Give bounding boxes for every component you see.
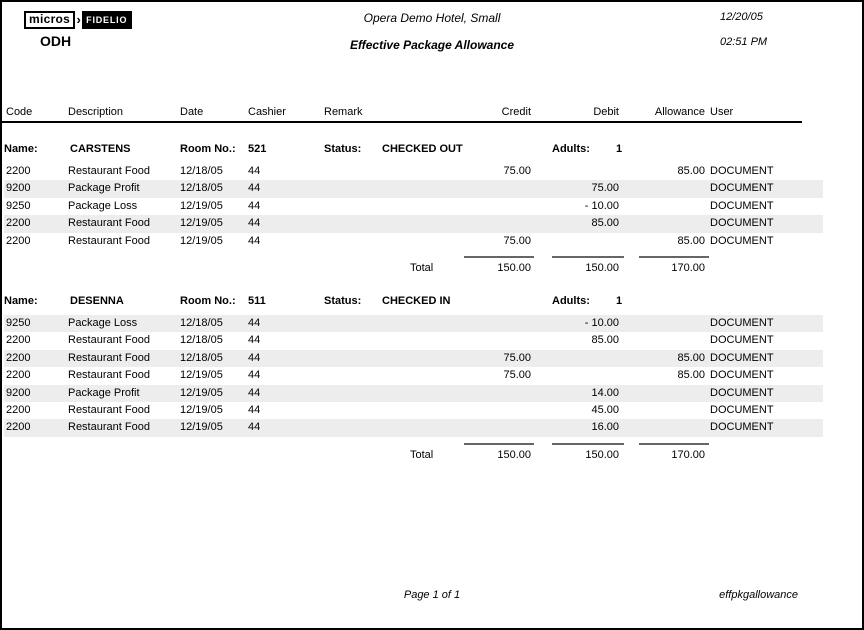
report-title: Effective Package Allowance: [349, 38, 515, 52]
charge-cashier: 44: [248, 182, 261, 195]
charge-credit: [442, 402, 531, 419]
charge-remark: [324, 350, 442, 367]
charge-remark: [324, 163, 442, 180]
charge-debit: - 10.00: [584, 316, 619, 329]
charge-debit: 75.00: [591, 182, 619, 195]
charge-debit: - 10.00: [584, 199, 619, 212]
charge-cashier: 44: [248, 217, 261, 230]
charge-row: [4, 198, 823, 215]
charge-code: 2200: [6, 421, 31, 434]
total-debit: 150.00: [585, 448, 619, 461]
charge-row: [4, 385, 823, 402]
charge-credit: [442, 180, 531, 197]
charge-allowance: 85.00: [677, 165, 705, 177]
charge-date: 12/19/05: [180, 234, 223, 247]
total-label: Total: [410, 261, 434, 274]
charge-credit: [442, 332, 531, 349]
charge-remark: [324, 402, 442, 419]
charge-remark: [324, 180, 442, 197]
charge-code: 2200: [6, 165, 31, 177]
charge-debit: 45.00: [591, 403, 619, 416]
charge-remark: [324, 233, 442, 250]
charge-user: DOCUMENT: [710, 334, 774, 347]
logo-chevron-icon: ›: [76, 12, 81, 27]
charge-allowance: [619, 315, 705, 332]
charge-date: 12/18/05: [180, 182, 223, 195]
charge-user: DOCUMENT: [710, 234, 774, 247]
charge-credit: [442, 198, 531, 215]
charge-description: Restaurant Food: [68, 421, 150, 434]
charge-debit: 85.00: [591, 217, 619, 230]
charge-cashier: 44: [248, 165, 261, 177]
charge-user: DOCUMENT: [710, 316, 774, 329]
column-header-allowance: Allowance: [654, 106, 705, 118]
charge-remark: [324, 385, 442, 402]
charge-credit: 75.00: [503, 351, 531, 364]
column-header-cashier: Cashier: [248, 106, 286, 118]
charge-cashier: 44: [248, 421, 261, 434]
charge-cashier: 44: [248, 234, 261, 247]
charge-allowance: 85.00: [677, 234, 705, 247]
guest-status: CHECKED IN: [382, 294, 451, 307]
charge-cashier: 44: [248, 334, 261, 347]
header-divider-line: [2, 121, 802, 123]
hotel-name: Opera Demo Hotel, Small: [363, 11, 501, 25]
charge-debit: [531, 233, 619, 250]
charge-description: Restaurant Food: [68, 403, 150, 416]
room-label: Room No.:: [180, 143, 236, 155]
charge-description: Package Loss: [68, 199, 138, 212]
charge-row: [4, 163, 823, 180]
charge-allowance: 85.00: [677, 351, 705, 364]
total-allowance: 170.00: [671, 261, 705, 274]
name-label: Name:: [4, 143, 38, 155]
charge-allowance: 85.00: [677, 369, 705, 382]
charge-code: 9200: [6, 386, 31, 399]
column-header-description: Description: [68, 106, 124, 118]
charge-credit: [442, 315, 531, 332]
charge-credit: 75.00: [503, 234, 531, 247]
charge-allowance: [619, 180, 705, 197]
charge-user: DOCUMENT: [710, 199, 774, 212]
guest-status: CHECKED OUT: [382, 143, 463, 155]
charge-code: 2200: [6, 234, 31, 247]
debit-total-line: [552, 443, 624, 445]
name-label: Name:: [4, 294, 38, 307]
charge-user: DOCUMENT: [710, 182, 774, 195]
charge-allowance: [619, 332, 705, 349]
charge-date: 12/19/05: [180, 386, 223, 399]
guest-name: CARSTENS: [70, 143, 131, 155]
charge-remark: [324, 315, 442, 332]
charge-debit: [531, 163, 619, 180]
charge-row: [4, 180, 823, 197]
charge-credit: 75.00: [503, 369, 531, 382]
column-header-code: Code: [6, 106, 33, 118]
micros-logo-text: micros: [24, 11, 75, 29]
adults-label: Adults:: [552, 294, 590, 307]
charge-row: [4, 350, 823, 367]
column-header-debit: Debit: [593, 106, 619, 118]
charge-user: DOCUMENT: [710, 351, 774, 364]
charge-credit: [442, 385, 531, 402]
charge-debit: 85.00: [591, 334, 619, 347]
report-file-name: effpkgallowance: [719, 589, 798, 601]
status-label: Status:: [324, 294, 362, 307]
charge-code: 2200: [6, 334, 31, 347]
charge-row: [4, 215, 823, 232]
charge-date: 12/19/05: [180, 217, 223, 230]
credit-total-line: [464, 256, 534, 258]
guest-group-header: [4, 141, 823, 158]
charge-rows: [4, 163, 823, 250]
charge-user: DOCUMENT: [710, 421, 774, 434]
charge-credit: [442, 419, 531, 436]
charge-user: DOCUMENT: [710, 165, 774, 177]
charge-description: Restaurant Food: [68, 165, 150, 177]
charge-code: 2200: [6, 403, 31, 416]
charge-row: [4, 332, 823, 349]
charge-date: 12/18/05: [180, 334, 223, 347]
charge-user: DOCUMENT: [710, 369, 774, 382]
charge-row: [4, 367, 823, 384]
charge-row: [4, 315, 823, 332]
charge-description: Restaurant Food: [68, 334, 150, 347]
charge-allowance: [619, 419, 705, 436]
charge-cashier: 44: [248, 351, 261, 364]
charge-description: Package Loss: [68, 316, 138, 329]
charge-date: 12/18/05: [180, 351, 223, 364]
allowance-total-line: [639, 443, 709, 445]
charge-cashier: 44: [248, 386, 261, 399]
allowance-total-line: [639, 256, 709, 258]
charge-date: 12/19/05: [180, 199, 223, 212]
adults-count: 1: [616, 143, 623, 155]
charge-date: 12/18/05: [180, 316, 223, 329]
charge-debit: [531, 367, 619, 384]
charge-description: Restaurant Food: [68, 351, 150, 364]
charge-cashier: 44: [248, 199, 261, 212]
report-run-time: 02:51 PM: [720, 36, 768, 48]
charge-remark: [324, 419, 442, 436]
charge-remark: [324, 332, 442, 349]
charge-debit: [531, 350, 619, 367]
charge-allowance: [619, 385, 705, 402]
charge-row: [4, 233, 823, 250]
room-number: 521: [248, 143, 267, 155]
charge-date: 12/18/05: [180, 165, 223, 177]
charge-code: 9250: [6, 316, 31, 329]
charge-code: 2200: [6, 351, 31, 364]
charge-description: Restaurant Food: [68, 217, 150, 230]
charge-credit: [442, 215, 531, 232]
total-allowance: 170.00: [671, 448, 705, 461]
charge-cashier: 44: [248, 403, 261, 416]
charge-row: [4, 419, 823, 436]
debit-total-line: [552, 256, 624, 258]
charge-rows: [4, 315, 823, 437]
total-credit: 150.00: [497, 448, 531, 461]
room-label: Room No.:: [180, 294, 236, 307]
charge-remark: [324, 198, 442, 215]
report-run-date: 12/20/05: [720, 11, 763, 23]
charge-description: Package Profit: [68, 386, 140, 399]
charge-date: 12/19/05: [180, 403, 223, 416]
charge-description: Package Profit: [68, 182, 140, 195]
charge-description: Restaurant Food: [68, 234, 150, 247]
guest-group-header: [4, 293, 823, 310]
charge-user: DOCUMENT: [710, 386, 774, 399]
group-total-row: [4, 255, 823, 279]
charge-remark: [324, 367, 442, 384]
charge-allowance: [619, 198, 705, 215]
column-header-row: [4, 105, 823, 120]
guest-group: [4, 141, 823, 279]
charge-cashier: 44: [248, 316, 261, 329]
charge-date: 12/19/05: [180, 369, 223, 382]
page-number: Page 1 of 1: [403, 589, 461, 601]
column-header-credit: Credit: [501, 106, 531, 118]
report-body: [4, 141, 823, 466]
charge-date: 12/19/05: [180, 421, 223, 434]
column-header-date: Date: [180, 106, 204, 118]
column-header-remark: Remark: [324, 106, 363, 118]
adults-count: 1: [616, 294, 623, 307]
charge-user: DOCUMENT: [710, 217, 774, 230]
charge-debit: 16.00: [591, 421, 619, 434]
total-credit: 150.00: [497, 261, 531, 274]
fidelio-logo-text: FIDELIO: [81, 11, 132, 29]
property-code: ODH: [40, 33, 72, 49]
total-label: Total: [410, 448, 434, 461]
charge-description: Restaurant Food: [68, 369, 150, 382]
charge-code: 9200: [6, 182, 31, 195]
status-label: Status:: [324, 143, 362, 155]
adults-label: Adults:: [552, 143, 590, 155]
charge-allowance: [619, 402, 705, 419]
room-number: 511: [248, 294, 266, 307]
charge-debit: 14.00: [591, 386, 619, 399]
charge-code: 9250: [6, 199, 31, 212]
charge-user: DOCUMENT: [710, 403, 774, 416]
total-debit: 150.00: [585, 261, 619, 274]
charge-allowance: [619, 215, 705, 232]
charge-remark: [324, 215, 442, 232]
column-header-user: User: [710, 106, 734, 118]
charge-code: 2200: [6, 217, 31, 230]
credit-total-line: [464, 443, 534, 445]
guest-name: DESENNA: [70, 294, 124, 307]
group-total-row: [4, 442, 823, 466]
guest-group: [4, 293, 823, 466]
charge-cashier: 44: [248, 369, 261, 382]
charge-row: [4, 402, 823, 419]
charge-credit: 75.00: [503, 165, 531, 177]
charge-code: 2200: [6, 369, 31, 382]
